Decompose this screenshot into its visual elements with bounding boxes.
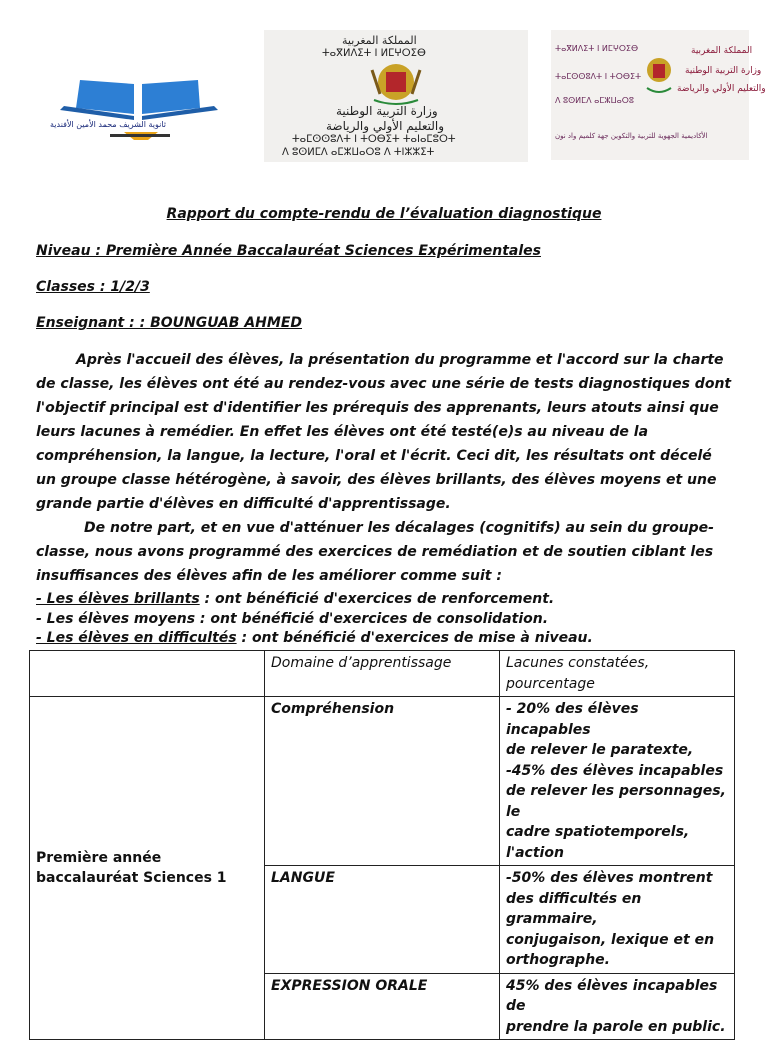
list-item-label: - Les élèves en difficultés [36,630,237,646]
table-header-domain: Domaine d’apprentissage [265,651,500,697]
right-tifinagh-1: ⵜⴰⴳⵍⴷⵉⵜ ⵏ ⵍⵎⵖⵔⵉⴱ [555,44,639,53]
list-item [36,590,593,610]
lacune-line: le [506,803,521,820]
mid-arabic-3: والتعليم الأولي والرياضة [326,119,445,133]
table-header-empty [30,651,265,697]
paragraph-2: De notre part, et en vue d'atténuer les décalages (cognitifs) au sein du groupe-classe, nous avons programmé des exercices de remédiation et de soutien ciblant les insuffisances des élèves afin de les améliorer comme suit : [36,520,714,584]
list-item-text: : ont bénéficié d'exercices de mise à niveau. [236,630,593,646]
class-level-cell: Première année baccalauréat Sciences 1 [30,697,265,1040]
domain-cell: Compréhension [265,697,500,866]
domain-cell: LANGUE [265,866,500,974]
lacune-line: de relever les personnages, [506,783,726,799]
right-arabic-1: المملكة المغربية [691,46,753,56]
list-item-label: - Les élèves moyens [36,610,196,627]
niveau-line: Niveau : Première Année Baccalauréat Sciences Expérimentales [36,243,541,259]
enseignant-line [36,315,302,331]
ministry-logo [264,30,528,162]
enseignant-name: BOUNGUAB AHMED [150,315,303,331]
list-item [36,629,593,649]
table-row [30,697,735,866]
right-tifinagh-2: ⵜⴰⵎⵙⵙⵓⴷⵜ ⵏ ⵜⵔⴱⵉⵜ [555,72,642,81]
mid-arabic-1: المملكة المغربية [342,34,417,47]
lacune-line: -45% des élèves incapables [506,762,724,779]
enseignant-label: Enseignant : : [36,315,151,331]
lacune-line: 45% des élèves incapables de [506,977,718,1014]
lacune-line: - 20% des élèves incapables [506,701,639,738]
list-item-label: - Les élèves brillants [36,591,200,607]
right-arabic-4: الأكاديمية الجهوية للتربية والتكوين جهة كلميم واد نون [555,132,708,140]
lacune-line: -50% des élèves montrent [506,870,713,886]
right-arabic-3: والتعليم الأولي والرياضة [677,84,766,94]
remediation-list [36,590,593,649]
lacune-line: l'action [506,844,564,861]
classes-line: Classes : 1/2/3 [36,279,150,295]
lacune-line: conjugaison, lexique et en [506,931,715,948]
lacune-line: des difficultés en grammaire, [506,890,642,927]
right-tifinagh-3: ⴷ ⵓⵙⵍⵎⴷ ⴰⵎⵣⵡⴰⵔⵓ [555,96,634,105]
paragraph-1: Après l'accueil des élèves, la présentation du programme et l'accord sur la charte de classe, les élèves ont été au rendez-vous avec une série de tests diagnostiques dont l'objectif principal est d'identifier les prérequis des apprenants, leurs atouts ainsi que leurs lacunes à remédier. En effet les élèves ont été testé(e)s au niveau de la compréhension, la langue, la lecture, l'oral et l'écrit. Ceci dit, les résultats ont décelé un groupe classe hétérogène, à savoir, des élèves brillants, des élèves moyens et une grande partie d'élèves en difficulté d'apprentissage. [36,352,732,512]
list-item-text: : ont bénéficié d'exercices de consolidation. [195,610,549,627]
lacune-line: cadre spatiotemporels, [506,824,690,840]
list-item-text: : ont bénéficié d'exercices de renforcement. [199,591,555,607]
domain-cell: EXPRESSION ORALE [265,973,500,1040]
lacune-line: de relever le paratexte, [506,742,694,758]
lacunes-cell [500,973,735,1040]
school-logo [50,62,225,152]
lacunes-cell [500,866,735,974]
mid-tifinagh-3: ⴷ ⵓⵙⵍⵎⴷ ⴰⵎⵣⵡⴰⵔⵓ ⴷ ⵜⵏⵣⵣⵉⵜ [282,147,435,158]
school-logo-caption: ثانوية الشريف محمد الأمين الأفندية [50,120,167,129]
right-arabic-2: وزارة التربية الوطنية [685,66,762,76]
lacune-line: orthographe. [506,952,610,968]
academy-logo [551,30,766,160]
lacunes-cell [500,697,735,866]
lacune-line: prendre la parole en public. [506,1018,726,1035]
mid-arabic-2: وزارة التربية الوطنية [336,104,438,118]
list-item [36,610,593,630]
mid-tifinagh-1: ⵜⴰⴳⵍⴷⵉⵜ ⵏ ⵍⵎⵖⵔⵉⴱ [322,48,426,59]
table-header-lacunes: Lacunes constatées, pourcentage [500,651,735,697]
table-header-row [30,651,735,697]
report-title: Rapport du compte-rendu de l’évaluation diagnostique [166,206,602,222]
mid-tifinagh-2: ⵜⴰⵎⵙⵙⵓⴷⵜ ⵏ ⵜⵔⴱⵉⵜ ⵜⴰⵏⴰⵎⵓⵔⵜ [292,134,456,145]
diagnostic-table [29,650,735,1040]
report-body [36,348,736,588]
